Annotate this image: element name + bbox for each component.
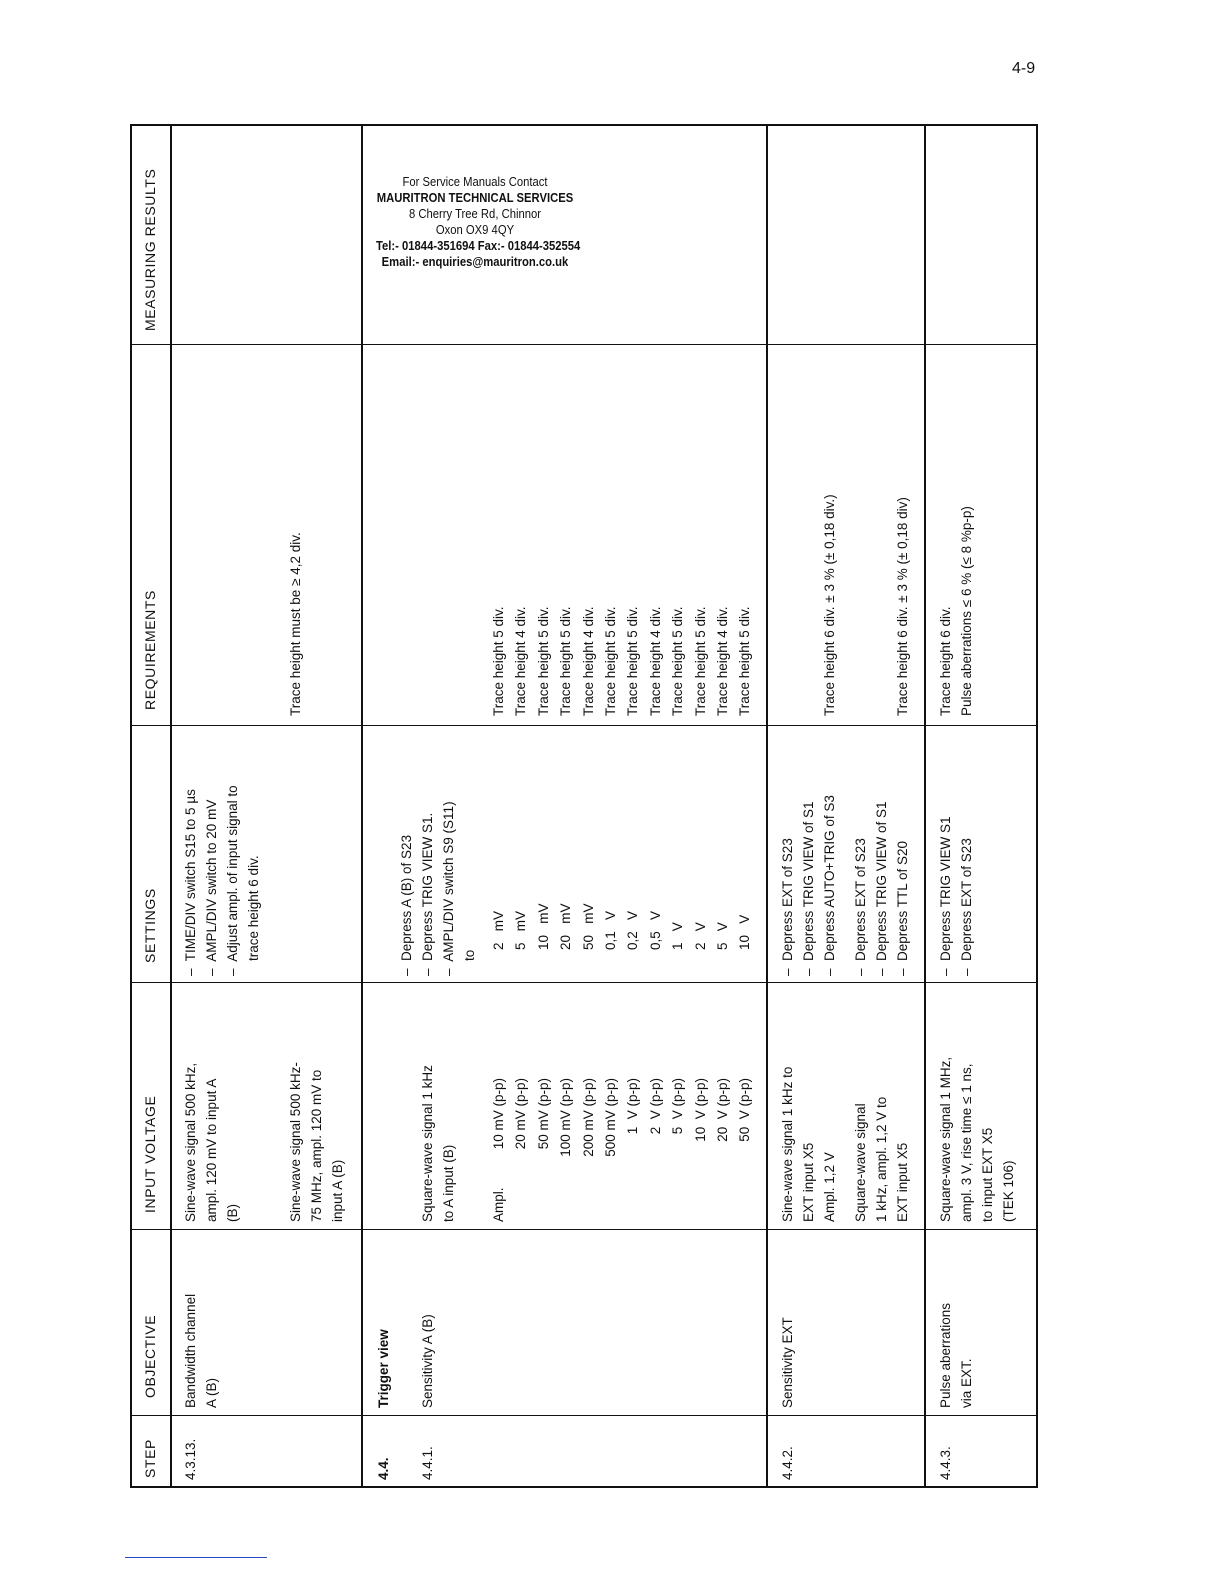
- input-line: Ampl. 1,2 V: [822, 1152, 837, 1222]
- ampl-label: Ampl.: [491, 1187, 506, 1222]
- list-item: 5 mV: [513, 910, 529, 950]
- list-item: Trace height 5 div.: [737, 606, 753, 716]
- setting-line: – AMPL/DIV switch to 20 mV: [204, 799, 219, 976]
- input-line: Sine-wave signal 500 kHz-: [288, 1062, 303, 1222]
- input-line: Square-wave signal 1 kHz: [420, 1065, 435, 1222]
- contact-line: 8 Cherry Tree Rd, Chinnor: [409, 207, 541, 221]
- setting-line: – AMPL/DIV switch S9 (S11): [441, 801, 456, 976]
- list-item: 500 mV (p-p): [603, 1078, 618, 1157]
- setting-line: – Depress TRIG VIEW S1: [938, 816, 953, 976]
- input-line: input A (B): [330, 1159, 345, 1222]
- list-item: 1 V (p-p): [625, 1078, 641, 1135]
- step-4-4-3: 4.4.3.: [938, 1446, 953, 1480]
- list-item: 10 mV: [535, 903, 551, 950]
- list-item: 200 mV (p-p): [580, 1078, 596, 1157]
- setting-line: to: [462, 949, 477, 976]
- list-item: Trace height 4 div.: [647, 606, 663, 716]
- header-measuring-results: MEASURING RESULTS: [142, 168, 158, 331]
- list-item: 20 mV: [558, 903, 574, 950]
- list-item: 10 V: [737, 914, 753, 950]
- list-item: 5 V (p-p): [670, 1078, 686, 1135]
- list-item: 0,5 V: [647, 910, 663, 950]
- list-item: Trace height 5 div.: [692, 606, 708, 716]
- input-line: to A input (B): [441, 1144, 456, 1222]
- requirement-line: Trace height must be ≥ 4,2 div.: [288, 532, 303, 716]
- input-line: 75 MHz, ampl. 120 mV to: [309, 1069, 324, 1222]
- table-frame: [130, 124, 1038, 1488]
- contact-line: Oxon OX9 4QY: [435, 223, 515, 237]
- footer-rule: [125, 1557, 267, 1558]
- requirement-line: Trace height 6 div. ± 3 % (± 0,18 div): [895, 497, 910, 716]
- list-item: 50 V (p-p): [737, 1078, 753, 1142]
- list-item: 100 mV (p-p): [558, 1078, 574, 1157]
- setting-line: – TIME/DIV switch S15 to 5 µs: [183, 789, 198, 976]
- col-divider: [130, 725, 1038, 726]
- objective-line: via EXT.: [959, 1358, 974, 1408]
- requirement-line: Trace height 6 div. ± 3 % (± 0,18 div.): [822, 494, 837, 716]
- list-item: Trace height 5 div.: [625, 606, 641, 716]
- list-item: 10 mV (p-p): [491, 1078, 506, 1150]
- input-line: to input EXT X5: [980, 1127, 995, 1222]
- list-item: 1 V: [670, 922, 686, 950]
- input-line: ampl. 120 mV to input A: [204, 1078, 219, 1222]
- list-item: 2 V: [692, 922, 708, 950]
- input-line: 1 kHz, ampl. 1,2 V to: [874, 1096, 889, 1222]
- list-item: 0,1 V: [603, 910, 618, 950]
- list-item: Trace height 4 div.: [513, 606, 529, 716]
- setting-line: – Depress TRIG VIEW of S1: [801, 801, 816, 976]
- list-item: Trace height 4 div.: [580, 606, 596, 716]
- setting-line: – Depress AUTO+TRIG of S3: [822, 795, 837, 976]
- list-item: 0,2 V: [625, 910, 641, 950]
- list-item: Trace height 5 div.: [670, 606, 686, 716]
- input-line: Sine-wave signal 500 kHz,: [183, 1062, 198, 1222]
- setting-line: – Depress A (B) of S23: [399, 834, 414, 976]
- objective-line: Pulse aberrations: [938, 1302, 953, 1408]
- list-item: 50 mV (p-p): [535, 1078, 551, 1150]
- header-requirements: REQUIREMENTS: [142, 590, 158, 710]
- list-item: 20 mV (p-p): [513, 1078, 529, 1150]
- objective-line: Bandwidth channel: [183, 1293, 198, 1408]
- header-objective: OBJECTIVE: [142, 1314, 158, 1398]
- row-divider: [766, 124, 768, 1488]
- input-line: EXT input X5: [801, 1142, 816, 1222]
- setting-line: – Depress EXT of S23: [959, 838, 974, 976]
- list-item: Trace height 4 div.: [715, 606, 730, 716]
- input-line: ampl. 3 V, rise time ≤ 1 ns,: [959, 1063, 974, 1222]
- list-item: 2 V (p-p): [647, 1078, 663, 1135]
- list-item: Trace height 5 div.: [535, 606, 551, 716]
- input-line: (TEK 106): [1001, 1160, 1016, 1222]
- input-line: EXT input X5: [895, 1142, 910, 1222]
- setting-line: – Adjust ampl. of input signal to: [225, 785, 240, 976]
- list-item: Trace height 5 div.: [491, 606, 506, 716]
- section-title: Trigger view: [376, 1329, 391, 1408]
- page-number: 4-9: [1012, 60, 1036, 77]
- col-divider: [130, 1229, 1038, 1230]
- requirement-line: Trace height 6 div.: [938, 606, 953, 716]
- step-4-3-13: 4.3.13.: [183, 1438, 198, 1480]
- col-divider: [130, 344, 1038, 345]
- objective-line: Sensitivity A (B): [420, 1314, 435, 1408]
- input-line: Sine-wave signal 1 kHz to: [780, 1066, 795, 1222]
- input-line: Square-wave signal 1 MHz,: [938, 1056, 953, 1222]
- col-divider: [130, 982, 1038, 983]
- contact-line: MAURITRON TECHNICAL SERVICES: [376, 191, 574, 205]
- list-item: 2 mV: [491, 910, 506, 950]
- row-divider: [924, 124, 926, 1488]
- setting-line: – Depress TRIG VIEW S1.: [420, 812, 435, 976]
- objective-line: A (B): [204, 1377, 219, 1408]
- step-4-4-2: 4.4.2.: [780, 1446, 795, 1480]
- rotated-table: [130, 124, 1038, 1488]
- input-line: Square-wave signal: [853, 1103, 868, 1222]
- list-item: Trace height 5 div.: [558, 606, 574, 716]
- setting-line: trace height 6 div.: [246, 855, 261, 976]
- header-input-voltage: INPUT VOLTAGE: [142, 1095, 158, 1213]
- header-divider: [170, 124, 172, 1488]
- contact-line: Email:- enquiries@mauritron.co.uk: [381, 255, 569, 269]
- row-divider: [361, 124, 363, 1488]
- list-item: 20 V (p-p): [715, 1078, 730, 1142]
- col-divider: [130, 1415, 1038, 1416]
- list-item: 50 mV: [580, 903, 596, 950]
- requirement-line: Pulse aberrations ≤ 6 % (≤ 8 %p-p): [959, 506, 974, 716]
- contact-line: For Service Manuals Contact: [402, 175, 548, 189]
- list-item: 10 V (p-p): [692, 1078, 708, 1142]
- contact-line: Tel:- 01844-351694 Fax:- 01844-352554: [376, 239, 581, 253]
- step-4-4-1: 4.4.1.: [420, 1446, 435, 1480]
- header-settings: SETTINGS: [142, 888, 158, 963]
- setting-line: – Depress EXT of S23: [853, 838, 868, 976]
- setting-line: – Depress TRIG VIEW of S1: [874, 801, 889, 976]
- input-line: (B): [225, 1204, 240, 1222]
- setting-line: – Depress TTL of S20: [895, 840, 910, 976]
- list-item: Trace height 5 div.: [603, 606, 618, 716]
- setting-line: – Depress EXT of S23: [780, 838, 795, 976]
- step-4-4: 4.4.: [376, 1457, 391, 1480]
- objective-line: Sensitivity EXT: [780, 1317, 795, 1408]
- contact-block: [365, 174, 585, 294]
- header-step: STEP: [142, 1439, 158, 1478]
- list-item: 5 V: [715, 922, 730, 950]
